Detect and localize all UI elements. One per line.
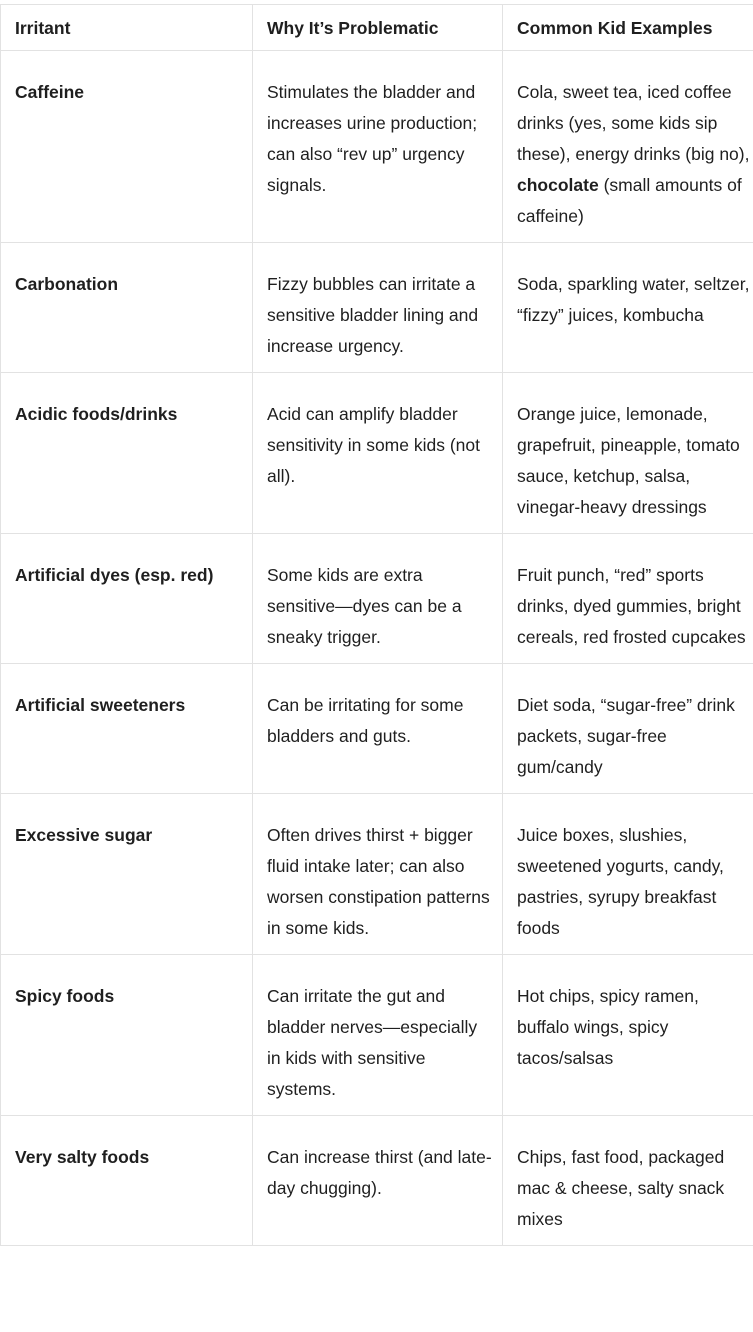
examples-cell: Juice boxes, slushies, sweetened yogurts, candy, pastries, syrupy breakfast foods — [503, 794, 753, 955]
examples-cell: Diet soda, “sugar-free” drink packets, sugar-free gum/candy — [503, 664, 753, 794]
irritant-cell: Spicy foods — [1, 955, 253, 1116]
irritant-cell: Caffeine — [1, 51, 253, 243]
why-cell: Can be irritating for some bladders and guts. — [253, 664, 503, 794]
why-cell: Can irritate the gut and bladder nerves—especially in kids with sensitive systems. — [253, 955, 503, 1116]
why-cell: Often drives thirst + bigger fluid intake later; can also worsen constipation patterns in some kids. — [253, 794, 503, 955]
irritant-cell: Excessive sugar — [1, 794, 253, 955]
irritant-cell: Artificial sweeteners — [1, 664, 253, 794]
irritant-cell: Carbonation — [1, 243, 253, 373]
why-cell: Fizzy bubbles can irritate a sensitive bladder lining and increase urgency. — [253, 243, 503, 373]
examples-cell: Hot chips, spicy ramen, buffalo wings, spicy tacos/salsas — [503, 955, 753, 1116]
examples-bold-text: chocolate — [517, 175, 599, 195]
why-cell: Stimulates the bladder and increases urine production; can also “rev up” urgency signals. — [253, 51, 503, 243]
examples-cell: Fruit punch, “red” sports drinks, dyed gummies, bright cereals, red frosted cupcakes — [503, 534, 753, 664]
header-why-problematic: Why It’s Problematic — [253, 5, 503, 51]
header-irritant: Irritant — [1, 5, 253, 51]
why-cell: Some kids are extra sensitive—dyes can be a sneaky trigger. — [253, 534, 503, 664]
examples-cell — [503, 51, 753, 243]
table-row — [1, 955, 753, 1116]
table-row — [1, 51, 753, 243]
header-common-examples: Common Kid Examples — [503, 5, 753, 51]
irritant-cell: Acidic foods/drinks — [1, 373, 253, 534]
irritant-cell: Artificial dyes (esp. red) — [1, 534, 253, 664]
irritants-table — [0, 4, 753, 1246]
examples-cell: Chips, fast food, packaged mac & cheese, salty snack mixes — [503, 1116, 753, 1246]
table-header-row — [1, 5, 753, 51]
table-row — [1, 794, 753, 955]
examples-cell: Orange juice, lemonade, grapefruit, pineapple, tomato sauce, ketchup, salsa, vinegar-heavy dressings — [503, 373, 753, 534]
table-row — [1, 373, 753, 534]
why-cell: Acid can amplify bladder sensitivity in some kids (not all). — [253, 373, 503, 534]
table-row — [1, 664, 753, 794]
examples-cell: Soda, sparkling water, seltzer, “fizzy” juices, kombucha — [503, 243, 753, 373]
table-row — [1, 243, 753, 373]
table-row — [1, 1116, 753, 1246]
examples-text-after: (small amounts of caffeine) — [517, 175, 742, 226]
why-cell: Can increase thirst (and late-day chugging). — [253, 1116, 503, 1246]
irritant-cell: Very salty foods — [1, 1116, 253, 1246]
examples-text: Cola, sweet tea, iced coffee drinks (yes, some kids sip these), energy drinks (big no), — [517, 82, 750, 164]
table-row — [1, 534, 753, 664]
